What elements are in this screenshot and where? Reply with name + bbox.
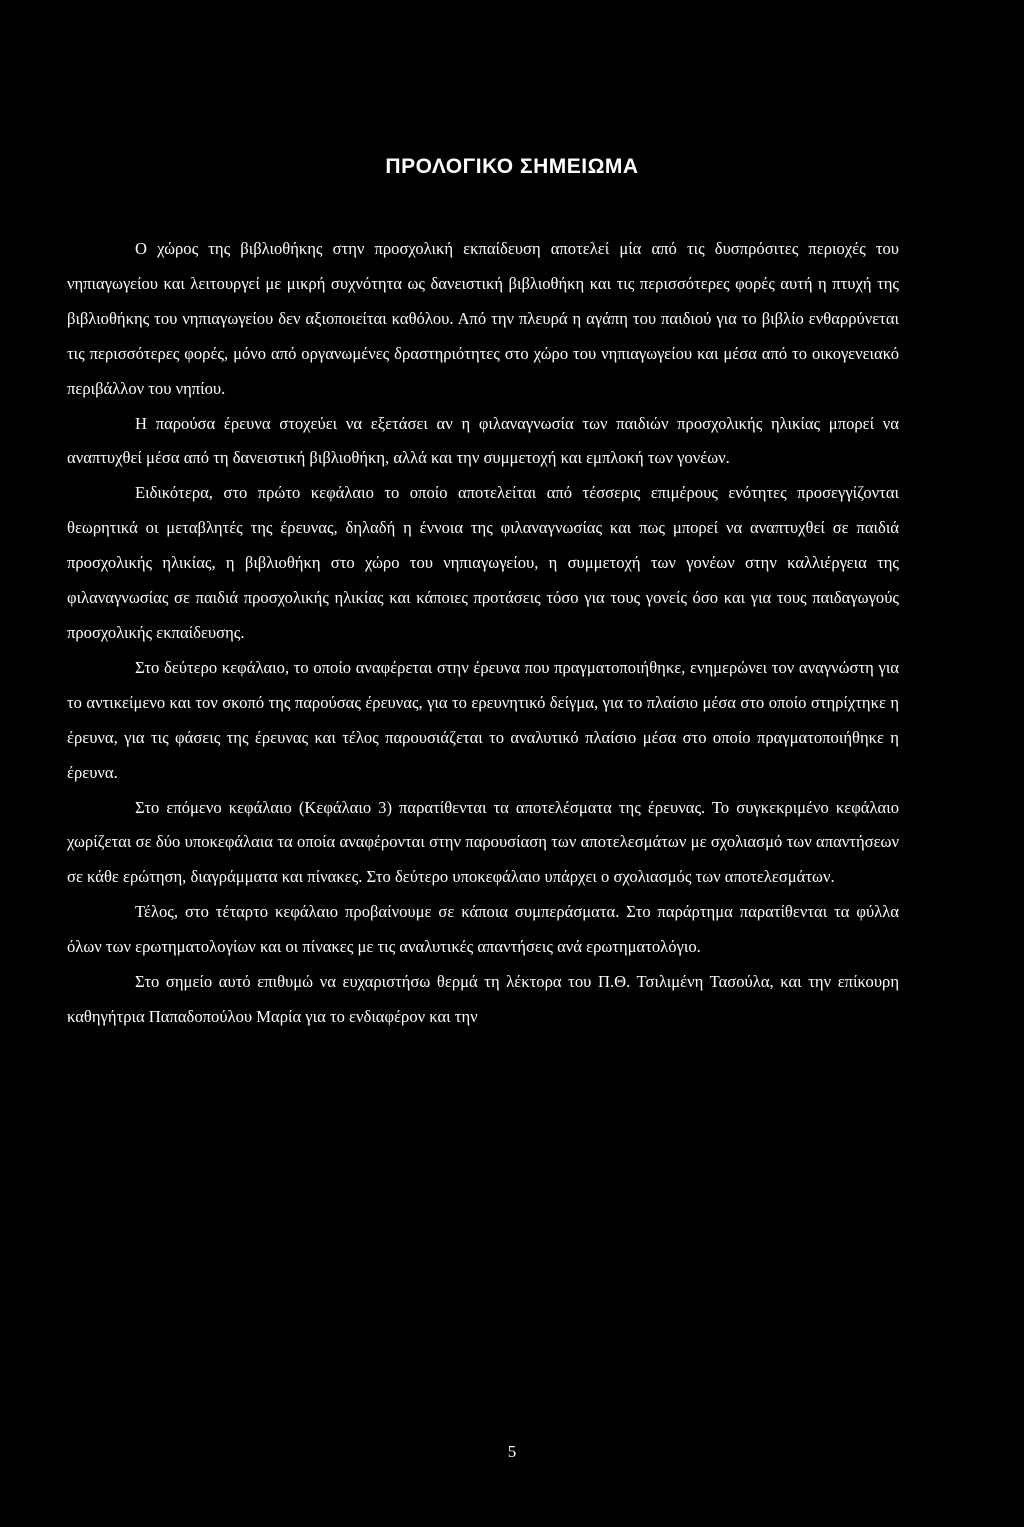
page-number: 5 <box>507 1442 517 1461</box>
paragraph-6: Τέλος, στο τέταρτο κεφάλαιο προβαίνουμε σε κάποια συμπεράσματα. Στο παράρτημα παρατίθενται τα φύλλα όλων των ερωτηματολογίων και οι πίνακες με τις αναλυτικές απαντήσεις ανά ερωτηματολόγιο. <box>67 902 899 957</box>
paragraph-5: Στο επόμενο κεφάλαιο (Κεφάλαιο 3) παρατίθενται τα αποτελέσματα της έρευνας. Το συγκεκριμένο κεφάλαιο χωρίζεται σε δύο υποκεφάλαια τα οποία αναφέρονται στην παρουσίαση των αποτελεσμάτων με σχολιασμό των απαντήσεων σε κάθε ερώτηση, διαγράμματα και πίνακες. Στο δεύτερο υποκεφάλαιο υπάρχει ο σχολιασμός των αποτελεσμάτων. <box>67 797 899 887</box>
paragraph-3: Ειδικότερα, στο πρώτο κεφάλαιο το οποίο αποτελείται από τέσσερις επιμέρους ενότητες προσεγγίζονται θεωρητικά οι μεταβλητές της έρευνας, δηλαδή η έννοια της φιλαναγνωσίας και πως μπορεί να αναπτυχθεί σε παιδιά προσχολικής ηλικίας, η βιβλιοθήκη στο χώρο του νηπιαγωγείου, η συμμετοχή των γονέων στην καλλιέργεια της φιλαναγνωσίας σε παιδιά προσχολικής ηλικίας και κάποιες προτάσεις τόσο για τους γονείς όσο και για τους παιδαγωγούς προσχολικής εκπαίδευσης. <box>67 483 899 642</box>
paragraph-4: Στο δεύτερο κεφάλαιο, το οποίο αναφέρεται στην έρευνα που πραγματοποιήθηκε, ενημερώνει τον αναγνώστη για το αντικείμενο και τον σκοπό της παρούσας έρευνας, για το ερευνητικό δείγμα, για το πλαίσιο μέσα στο οποίο στηρίχτηκε η έρευνα, για τις φάσεις της έρευνας και τέλος παρουσιάζεται το αναλυτικό πλαίσιο μέσα στο οποίο πραγματοποιήθηκε η έρευνα. <box>67 657 899 782</box>
paragraph-2: Η παρούσα έρευνα στοχεύει να εξετάσει αν η φιλαναγνωσία των παιδιών προσχολικής ηλικίας μπορεί να αναπτυχθεί μέσα από τη δανειστική βιβλιοθήκη, αλλά και την συμμετοχή και εμπλοκή των γονέων. <box>67 413 899 468</box>
page-title: ΠΡΟΛΟΓΙΚΟ ΣΗΜΕΙΩΜΑ <box>385 155 639 178</box>
body-text <box>67 232 899 1035</box>
paragraph-7: Στο σημείο αυτό επιθυμώ να ευχαριστήσω θερμά τη λέκτορα του Π.Θ. Τσιλιμένη Τασούλα, και την επίκουρη καθηγήτρια Παπαδοπούλου Μαρία για το ενδιαφέρον και την <box>67 972 899 1026</box>
paragraph-1: Ο χώρος της βιβλιοθήκης στην προσχολική εκπαίδευση αποτελεί μία από τις δυσπρόσιτες περιοχές του νηπιαγωγείου και λειτουργεί με μικρή συχνότητα ως δανειστική βιβλιοθήκη και τις περισσότερες φορές αυτή η πτυχή της βιβλιοθήκης του νηπιαγωγείου δεν αξιοποιείται καθόλου. Από την πλευρά η αγάπη του παιδιού για το βιβλίο ενθαρρύνεται τις περισσότερες φορές, μόνο από οργανωμένες δραστηριότητες στο χώρο του νηπιαγωγείου και μέσα από το οικογενειακό περιβάλλον του νηπίου. <box>67 239 899 398</box>
